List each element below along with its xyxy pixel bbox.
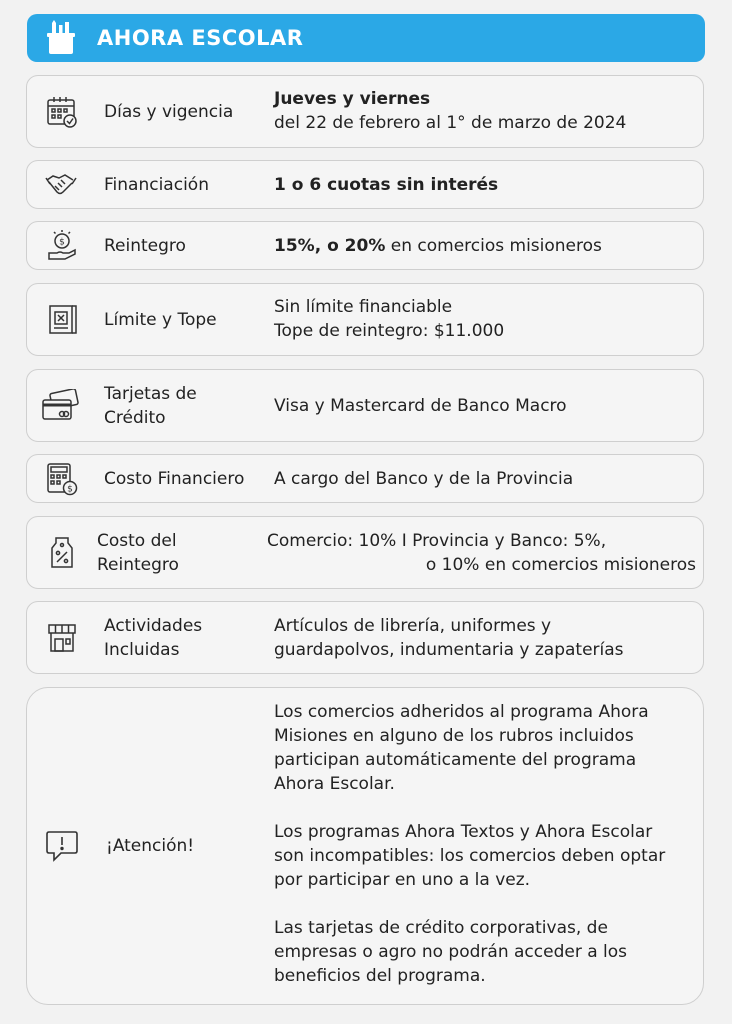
notice-line: participan automáticamente del programa bbox=[274, 750, 637, 770]
value-line: Artículos de librería, uniformes y bbox=[274, 616, 552, 636]
notice-line: empresas o agro no podrán acceder a los bbox=[274, 942, 628, 962]
row-vigencia bbox=[26, 75, 704, 148]
label-line: Tarjetas de bbox=[104, 384, 197, 404]
coin-hand-icon bbox=[45, 229, 79, 263]
value-line: Comercio: 10% I Provincia y Banco: 5%, bbox=[267, 531, 607, 551]
row-label: Días y vigencia bbox=[104, 102, 234, 122]
header-banner bbox=[27, 14, 705, 62]
row-value: A cargo del Banco y de la Provincia bbox=[274, 469, 574, 489]
school-supplies-icon bbox=[45, 20, 77, 56]
notice-line: Ahora Escolar. bbox=[274, 774, 395, 794]
row-tarjetas bbox=[26, 369, 704, 442]
row-label bbox=[97, 529, 179, 577]
value-line: del 22 de febrero al 1° de marzo de 2024 bbox=[274, 113, 627, 133]
notice-line: beneficios del programa. bbox=[274, 966, 486, 986]
alert-chat-icon bbox=[45, 829, 79, 863]
value-rest: en comercios misioneros bbox=[385, 236, 602, 256]
handshake-icon bbox=[45, 168, 79, 202]
value-line: Sin límite financiable bbox=[274, 297, 453, 317]
row-limite bbox=[26, 283, 704, 356]
credit-card-icon bbox=[41, 389, 81, 423]
label-line: Incluidas bbox=[104, 640, 180, 660]
store-icon bbox=[45, 621, 79, 655]
notice-line: por participar en uno a la vez. bbox=[274, 870, 531, 890]
svg-text:$: $ bbox=[67, 484, 73, 495]
notice-line: Los programas Ahora Textos y Ahora Escolar bbox=[274, 822, 653, 842]
price-tag-percent-icon bbox=[45, 536, 79, 570]
label-line: Reintegro bbox=[97, 555, 179, 575]
row-label: ¡Atención! bbox=[106, 836, 195, 856]
calendar-check-icon bbox=[45, 95, 79, 129]
document-x-icon bbox=[45, 303, 79, 337]
row-value bbox=[274, 234, 602, 258]
row-label: Reintegro bbox=[104, 236, 186, 256]
row-label: Límite y Tope bbox=[104, 310, 217, 330]
row-atencion bbox=[26, 687, 704, 1005]
row-value: 1 o 6 cuotas sin interés bbox=[274, 175, 499, 195]
row-financiacion bbox=[26, 160, 704, 209]
row-costo-financiero bbox=[26, 454, 704, 503]
label-line: Actividades bbox=[104, 616, 203, 636]
notice-line: Las tarjetas de crédito corporativas, de bbox=[274, 918, 608, 938]
notice-line: son incompatibles: los comercios deben optar bbox=[274, 846, 666, 866]
row-reintegro bbox=[26, 221, 704, 270]
row-value: Visa y Mastercard de Banco Macro bbox=[274, 396, 567, 416]
row-value bbox=[274, 295, 504, 343]
svg-text:$: $ bbox=[59, 237, 65, 248]
row-value bbox=[274, 614, 624, 662]
row-value bbox=[274, 700, 665, 988]
notice-line: Misiones en alguno de los rubros incluidos bbox=[274, 726, 634, 746]
row-costo-reintegro bbox=[26, 516, 704, 589]
value-line: guardapolvos, indumentaria y zapaterías bbox=[274, 640, 624, 660]
label-line: Crédito bbox=[104, 408, 166, 428]
value-bold: 15%, o 20% bbox=[274, 236, 386, 256]
row-actividades bbox=[26, 601, 704, 674]
row-label: Financiación bbox=[104, 175, 209, 195]
notice-paragraph bbox=[274, 820, 665, 892]
value-bold: Jueves y viernes bbox=[274, 89, 431, 109]
page-title: AHORA ESCOLAR bbox=[97, 26, 304, 50]
notice-line: Los comercios adheridos al programa Ahora bbox=[274, 702, 649, 722]
notice-paragraph bbox=[274, 916, 665, 988]
label-line: Costo del bbox=[97, 531, 177, 551]
row-value bbox=[267, 529, 696, 577]
row-value bbox=[274, 87, 626, 135]
value-line: Tope de reintegro: $11.000 bbox=[274, 321, 505, 341]
value-line: o 10% en comercios misioneros bbox=[425, 555, 696, 575]
row-label bbox=[104, 382, 197, 430]
calculator-icon bbox=[45, 462, 79, 496]
notice-paragraph bbox=[274, 700, 665, 796]
row-label bbox=[104, 614, 202, 662]
row-label: Costo Financiero bbox=[104, 469, 245, 489]
